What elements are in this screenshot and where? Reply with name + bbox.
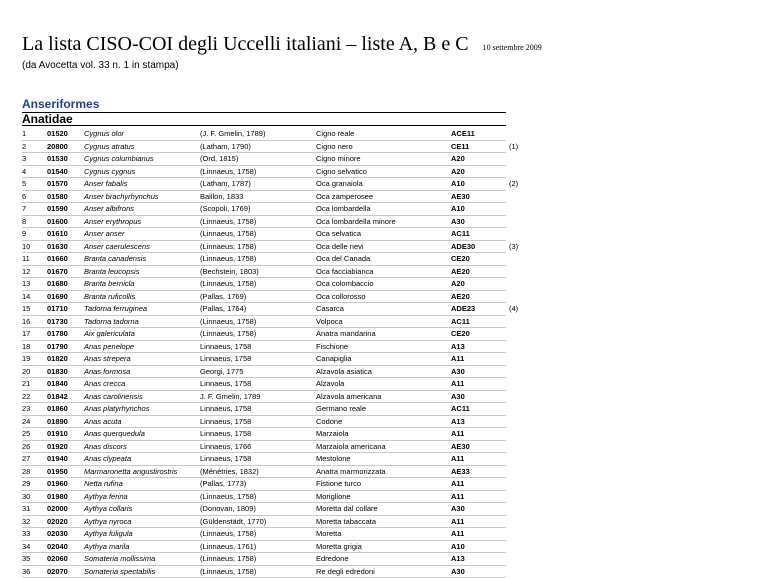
italian-name: Moretta tabaccata [316,516,376,528]
author: (Linnaeus, 1758) [200,553,256,565]
italian-name: Oca selvatica [316,228,361,240]
author: Linnaeus, 1758 [200,453,251,465]
scientific-name: Anas clypeata [84,453,131,465]
scientific-name: Anas formosa [84,366,130,378]
author: (Linnaeus, 1758) [200,328,256,340]
row-number: 25 [22,428,30,440]
italian-name: Cigno selvatico [316,166,367,178]
scientific-name: Tadorna tadorna [84,316,139,328]
category: ADE30 [451,241,475,253]
author: (Linnaeus, 1758) [200,278,256,290]
table-row [22,391,506,404]
scientific-name: Branta ruficollis [84,291,135,303]
euring-code: 01540 [47,166,68,178]
row-number: 26 [22,441,30,453]
scientific-name: Anas penelope [84,341,134,353]
category: A11 [451,528,464,540]
italian-name: Cigno reale [316,128,354,140]
row-number: 14 [22,291,30,303]
italian-name: Moretta [316,528,341,540]
scientific-name: Anas querquedula [84,428,145,440]
row-number: 24 [22,416,30,428]
table-row [22,278,506,291]
category: A30 [451,566,465,578]
euring-code: 01920 [47,441,68,453]
italian-name: Cigno minore [316,153,361,165]
author: (Linnaeus, 1758) [200,241,256,253]
italian-name: Oca collorosso [316,291,366,303]
table-row [22,453,506,466]
table-row [22,353,506,366]
italian-name: Fistione turco [316,478,361,490]
table-row [22,478,506,491]
euring-code: 01580 [47,191,68,203]
category: AC11 [451,403,470,415]
author: (Linnaeus, 1758) [200,491,256,503]
euring-code: 20800 [47,141,68,153]
author: (Pallas, 1769) [200,291,246,303]
row-number: 16 [22,316,30,328]
category: A10 [451,178,465,190]
italian-name: Moretta grigia [316,541,362,553]
table-row [22,203,506,216]
euring-code: 01980 [47,491,68,503]
author: (Linnaeus, 1761) [200,541,256,553]
scientific-name: Cygnus columbianus [84,153,154,165]
table-row [22,566,506,578]
row-number: 8 [22,216,26,228]
scientific-name: Anser anser [84,228,124,240]
euring-code: 01690 [47,291,68,303]
row-number: 32 [22,516,30,528]
scientific-name: Cygnus cygnus [84,166,135,178]
scientific-name: Aythya fuligula [84,528,133,540]
author: (Donovan, 1809) [200,503,256,515]
row-number: 19 [22,353,30,365]
scientific-name: Aix galericulata [84,328,135,340]
category: A30 [451,391,465,403]
row-number: 21 [22,378,30,390]
note: (2) [509,178,518,190]
species-table [22,128,506,578]
author: (Ménétries, 1832) [200,466,259,478]
row-number: 10 [22,241,30,253]
scientific-name: Tadorna ferruginea [84,303,147,315]
category: A11 [451,478,464,490]
euring-code: 01940 [47,453,68,465]
table-row [22,541,506,554]
scientific-name: Somateria mollissima [84,553,155,565]
scientific-name: Anas strepera [84,353,131,365]
table-row [22,291,506,304]
euring-code: 01960 [47,478,68,490]
category: A30 [451,503,465,515]
italian-name: Anatra marmorizzata [316,466,386,478]
euring-code: 01820 [47,353,68,365]
table-row [22,328,506,341]
page-title: La lista CISO-COI degli Uccelli italiani – liste A, B e C [22,33,469,55]
table-row [22,491,506,504]
italian-name: Marzaiola americana [316,441,386,453]
author: (Latham, 1787) [200,178,251,190]
category: ADE23 [451,303,475,315]
table-row [22,366,506,379]
author: Linnaeus, 1758 [200,353,251,365]
row-number: 30 [22,491,30,503]
author: (Pallas, 1764) [200,303,246,315]
category: A30 [451,366,465,378]
note: (4) [509,303,518,315]
row-number: 7 [22,203,26,215]
row-number: 2 [22,141,26,153]
table-row [22,216,506,229]
category: A20 [451,166,465,178]
author: (J. F. Gmelin, 1789) [200,128,265,140]
table-row [22,503,506,516]
scientific-name: Anser erythropus [84,216,141,228]
author: (Latham, 1790) [200,141,251,153]
row-number: 28 [22,466,30,478]
euring-code: 01530 [47,153,68,165]
italian-name: Moretta dal collare [316,503,378,515]
row-number: 17 [22,328,30,340]
table-row [22,141,506,154]
row-number: 6 [22,191,26,203]
euring-code: 01590 [47,203,68,215]
category: A20 [451,153,465,165]
author: (Linnaeus, 1758) [200,316,256,328]
italian-name: Oca lombardella minore [316,216,396,228]
table-row [22,191,506,204]
scientific-name: Cygnus olor [84,128,124,140]
category: A13 [451,553,465,565]
table-row [22,241,506,254]
author: (Linnaeus, 1758) [200,216,256,228]
italian-name: Mestolone [316,453,351,465]
scientific-name: Anas carolinensis [84,391,143,403]
row-number: 1 [22,128,26,140]
order-heading: Anseriformes [22,97,99,111]
scientific-name: Netta rufina [84,478,123,490]
author: Linnaeus, 1758 [200,403,251,415]
euring-code: 01660 [47,253,68,265]
row-number: 12 [22,266,30,278]
row-number: 36 [22,566,30,578]
category: A11 [451,516,464,528]
scientific-name: Anser brachyrhynchus [84,191,159,203]
author: Georgi, 1775 [200,366,243,378]
euring-code: 01570 [47,178,68,190]
category: CE20 [451,328,470,340]
category: AE30 [451,441,470,453]
euring-code: 01950 [47,466,68,478]
author: Linnaeus, 1758 [200,341,251,353]
scientific-name: Aythya collaris [84,503,132,515]
euring-code: 01670 [47,266,68,278]
category: A11 [451,428,464,440]
category: AE33 [451,466,470,478]
table-row [22,128,506,141]
italian-name: Casarca [316,303,344,315]
author: (Bechstein, 1803) [200,266,259,278]
author: (Ord, 1815) [200,153,238,165]
table-row [22,441,506,454]
table-row [22,166,506,179]
euring-code: 01842 [47,391,68,403]
table-row [22,178,506,191]
category: AE20 [451,266,470,278]
euring-code: 01730 [47,316,68,328]
table-row [22,416,506,429]
italian-name: Alzavola [316,378,344,390]
scientific-name: Anas platyrhynchos [84,403,149,415]
table-row [22,253,506,266]
euring-code: 02030 [47,528,68,540]
page-title-row [22,33,542,56]
italian-name: Oca del Canada [316,253,370,265]
italian-name: Alzavola americana [316,391,381,403]
row-number: 11 [22,253,30,265]
author: J. F. Gmelin, 1789 [200,391,260,403]
italian-name: Re degli edredoni [316,566,375,578]
category: A20 [451,278,465,290]
scientific-name: Aythya marila [84,541,129,553]
author: (Linnaeus, 1758) [200,166,256,178]
euring-code: 01790 [47,341,68,353]
author: Linnaeus, 1758 [200,378,251,390]
euring-code: 01890 [47,416,68,428]
row-number: 33 [22,528,30,540]
category: A11 [451,453,464,465]
row-number: 31 [22,503,30,515]
scientific-name: Somateria spectabilis [84,566,155,578]
row-number: 4 [22,166,26,178]
euring-code: 02060 [47,553,68,565]
category: A11 [451,378,464,390]
row-number: 23 [22,403,30,415]
euring-code: 01710 [47,303,68,315]
author: (Linnaeus, 1758) [200,566,256,578]
italian-name: Oca delle nevi [316,241,364,253]
euring-code: 02040 [47,541,68,553]
category: A11 [451,353,464,365]
scientific-name: Branta leucopsis [84,266,139,278]
scientific-name: Aythya ferina [84,491,128,503]
row-number: 29 [22,478,30,490]
scientific-name: Cygnus atratus [84,141,134,153]
row-number: 9 [22,228,26,240]
row-number: 3 [22,153,26,165]
author: (Linnaeus, 1758) [200,253,256,265]
family-label: Anatidae [22,112,73,126]
scientific-name: Anas discors [84,441,127,453]
row-number: 13 [22,278,30,290]
row-number: 34 [22,541,30,553]
euring-code: 02020 [47,516,68,528]
italian-name: Oca granaiola [316,178,363,190]
italian-name: Oca facciabianca [316,266,374,278]
category: A11 [451,491,464,503]
euring-code: 01860 [47,403,68,415]
italian-name: Alzavola asiatica [316,366,372,378]
scientific-name: Marmaronetta angustirostris [84,466,177,478]
category: AC11 [451,228,470,240]
euring-code: 01780 [47,328,68,340]
italian-name: Oca colombaccio [316,278,374,290]
author: Linnaeus, 1766 [200,441,251,453]
scientific-name: Anser albifrons [84,203,134,215]
table-row [22,553,506,566]
italian-name: Oca zamperosee [316,191,373,203]
scientific-name: Branta canadensis [84,253,146,265]
table-row [22,378,506,391]
author: (Güldenstädt, 1770) [200,516,266,528]
row-number: 5 [22,178,26,190]
page-subtitle: (da Avocetta vol. 33 n. 1 in stampa) [22,60,179,71]
euring-code: 01680 [47,278,68,290]
author: Linnaeus, 1758 [200,428,251,440]
scientific-name: Anas crecca [84,378,125,390]
italian-name: Canapiglia [316,353,351,365]
author: Linnaeus, 1758 [200,416,251,428]
table-row [22,428,506,441]
table-row [22,403,506,416]
table-row [22,266,506,279]
category: A13 [451,341,465,353]
scientific-name: Anser caerulescens [84,241,150,253]
table-row [22,528,506,541]
category: ACE11 [451,128,475,140]
author: (Linnaeus, 1758) [200,228,256,240]
category: A30 [451,216,465,228]
table-row [22,516,506,529]
table-row [22,466,506,479]
row-number: 22 [22,391,30,403]
italian-name: Cigno nero [316,141,353,153]
italian-name: Edredone [316,553,349,565]
euring-code: 01840 [47,378,68,390]
italian-name: Marzaiola [316,428,349,440]
table-row [22,341,506,354]
euring-code: 01600 [47,216,68,228]
category: CE11 [451,141,469,153]
euring-code: 01830 [47,366,68,378]
author: (Scopoli, 1769) [200,203,250,215]
author: Baillon, 1833 [200,191,243,203]
author: (Linnaeus, 1758) [200,528,256,540]
table-row [22,316,506,329]
italian-name: Codone [316,416,342,428]
author: (Pallas, 1773) [200,478,246,490]
table-row [22,303,506,316]
row-number: 35 [22,553,30,565]
note: (1) [509,141,518,153]
italian-name: Volpoca [316,316,343,328]
euring-code: 02000 [47,503,68,515]
scientific-name: Aythya nyroca [84,516,131,528]
italian-name: Oca lombardella [316,203,371,215]
row-number: 15 [22,303,30,315]
category: AE30 [451,191,470,203]
scientific-name: Branta bernicla [84,278,134,290]
note: (3) [509,241,518,253]
italian-name: Fischione [316,341,348,353]
italian-name: Moriglione [316,491,351,503]
euring-code: 01610 [47,228,68,240]
category: A10 [451,203,465,215]
table-row [22,228,506,241]
row-number: 20 [22,366,30,378]
page-date: 10 settembre 2009 [483,43,542,52]
family-heading [22,112,506,126]
table-row [22,153,506,166]
category: CE20 [451,253,470,265]
category: AE20 [451,291,470,303]
euring-code: 01910 [47,428,68,440]
italian-name: Anatra mandarina [316,328,376,340]
category: A10 [451,541,465,553]
euring-code: 02070 [47,566,68,578]
scientific-name: Anas acuta [84,416,122,428]
euring-code: 01520 [47,128,68,140]
category: A13 [451,416,465,428]
category: AC11 [451,316,470,328]
row-number: 18 [22,341,30,353]
row-number: 27 [22,453,30,465]
euring-code: 01630 [47,241,68,253]
italian-name: Germano reale [316,403,366,415]
scientific-name: Anser fabalis [84,178,127,190]
